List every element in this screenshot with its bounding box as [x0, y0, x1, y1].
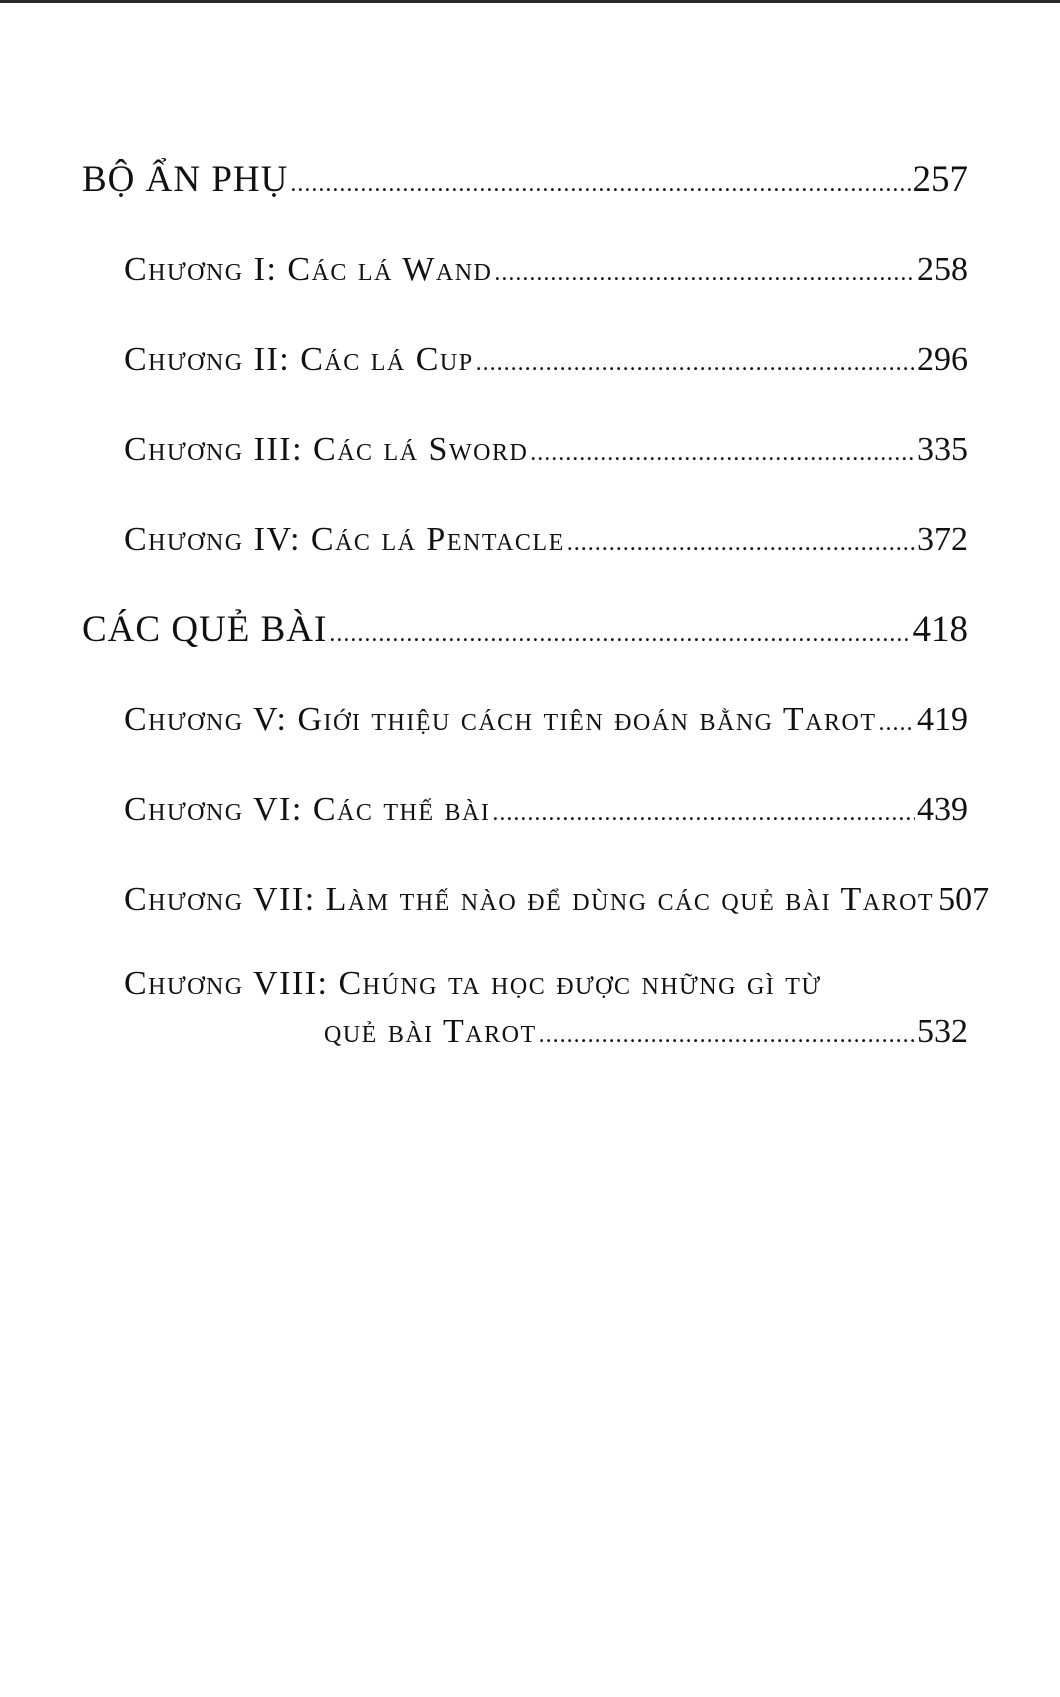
toc-chapter-7[interactable]	[82, 870, 990, 960]
toc-chapter-title: Chương III: Các lá Sword	[124, 431, 529, 468]
toc-chapter-6[interactable]	[82, 780, 968, 870]
toc-page-number: 418	[912, 609, 968, 650]
toc-chapter-1[interactable]	[82, 240, 968, 330]
dot-leader	[494, 243, 915, 303]
toc-chapter-5[interactable]	[82, 690, 968, 780]
toc-page-number: 335	[917, 431, 968, 468]
toc-chapter-title: Chương IV: Các lá Pentacle	[124, 521, 565, 558]
dot-leader	[530, 423, 915, 483]
toc-page-number: 419	[917, 701, 968, 738]
toc-part-cac-que-bai[interactable]	[82, 600, 968, 690]
toc-part-bo-an-phu[interactable]	[82, 150, 968, 240]
toc-page-number: 439	[917, 791, 968, 828]
dot-leader	[492, 783, 915, 843]
toc-chapter-2[interactable]	[82, 330, 968, 420]
toc-page-number: 507	[938, 881, 990, 918]
dot-leader	[290, 154, 910, 214]
toc-chapter-title: Chương V: Giới thiệu cách tiên đoán bằng Tarot	[124, 701, 877, 738]
toc-chapter-8[interactable]	[82, 960, 968, 1059]
dot-leader	[329, 604, 910, 664]
toc-chapter-title-line1: Chương VIII: Chúng ta học được những gì từ	[124, 965, 822, 1002]
dot-leader	[476, 333, 915, 393]
dot-leader	[567, 513, 915, 573]
toc-page-number: 257	[912, 159, 968, 200]
toc-page-number: 532	[917, 1013, 968, 1050]
toc-page-number: 372	[917, 521, 968, 558]
toc-page-number: 296	[917, 341, 968, 378]
table-of-contents	[82, 150, 990, 1059]
top-border-line	[0, 0, 1060, 3]
dot-leader	[878, 693, 915, 753]
toc-chapter-4[interactable]	[82, 510, 968, 600]
toc-chapter-title: Chương VI: Các thế bài	[124, 791, 491, 828]
toc-chapter-title-line2: quẻ bài Tarot	[324, 1013, 537, 1050]
dot-leader	[539, 1011, 915, 1059]
toc-chapter-title: Chương II: Các lá Cup	[124, 341, 474, 378]
toc-chapter-title: Chương VII: Làm thế nào để dùng các quẻ bài Tarot	[124, 881, 935, 918]
toc-chapter-3[interactable]	[82, 420, 968, 510]
toc-page-number: 258	[917, 251, 968, 288]
toc-part-title: BỘ ẨN PHỤ	[82, 159, 289, 200]
toc-chapter-title: Chương I: Các lá Wand	[124, 251, 493, 288]
toc-part-title: CÁC QUẺ BÀI	[82, 609, 328, 650]
